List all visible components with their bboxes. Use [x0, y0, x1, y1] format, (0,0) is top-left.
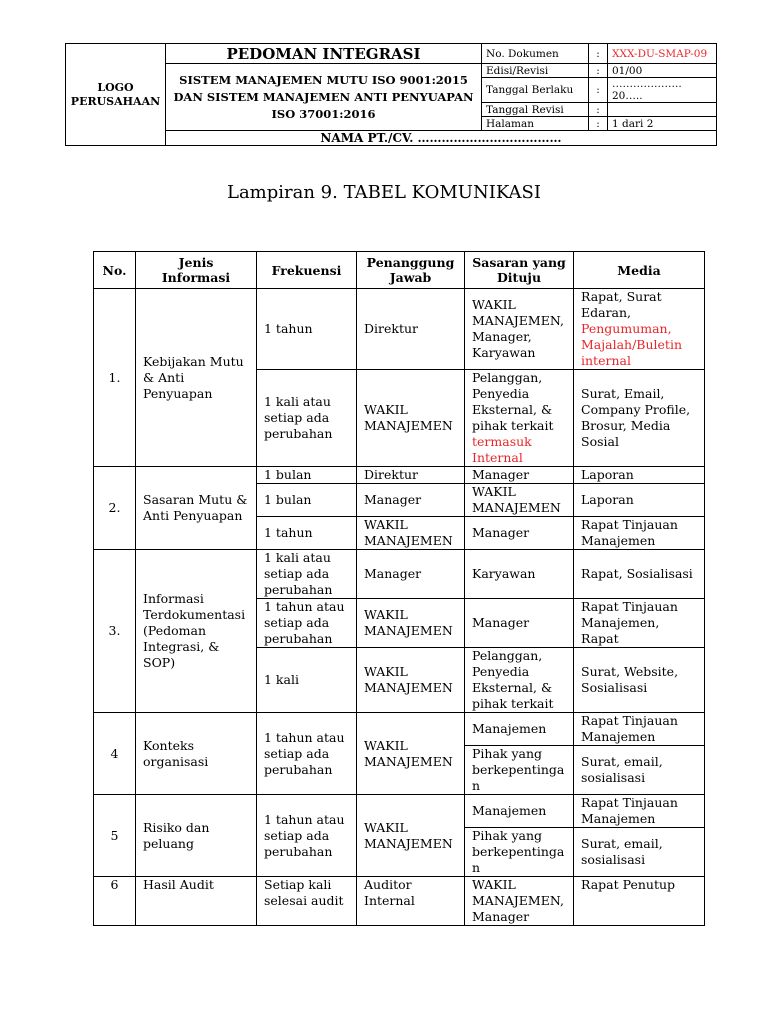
media-cell: Surat, email, sosialisasi [574, 746, 705, 795]
company-name: NAMA PT./CV. ……………………………… [166, 131, 717, 146]
penanggung-jawab-cell: WAKIL MANAJEMEN [357, 370, 465, 467]
meta-colon: : [589, 117, 608, 131]
penanggung-jawab-cell: WAKIL MANAJEMEN [357, 795, 465, 877]
frekuensi-cell: 1 kali atau setiap ada perubahan [257, 550, 357, 599]
jenis-informasi-cell: Sasaran Mutu & Anti Penyuapan [136, 467, 257, 550]
table-row [94, 877, 705, 926]
meta-colon: : [589, 64, 608, 78]
frekuensi-cell: 1 bulan [257, 484, 357, 517]
penanggung-jawab-cell: WAKIL MANAJEMEN [357, 648, 465, 713]
frekuensi-cell: Setiap kali selesai audit [257, 877, 357, 926]
frekuensi-cell: 1 tahun [257, 289, 357, 370]
meta-value-halaman: 1 dari 2 [608, 117, 717, 131]
frekuensi-cell: 1 tahun [257, 517, 357, 550]
sasaran-cell: Manager [465, 467, 574, 484]
column-header-jenis-informasi: Jenis Informasi [136, 252, 257, 289]
media-cell: Laporan [574, 484, 705, 517]
meta-colon: : [589, 78, 608, 103]
column-header-frekuensi: Frekuensi [257, 252, 357, 289]
media-cell: Rapat Penutup [574, 877, 705, 926]
sasaran-cell: Manager [465, 517, 574, 550]
frekuensi-cell: 1 bulan [257, 467, 357, 484]
document-title: PEDOMAN INTEGRASI [166, 44, 482, 64]
sasaran-text: Pelanggan, Penyedia Eksternal, & pihak terkait [472, 370, 554, 433]
sasaran-text-highlighted: termasuk Internal [472, 434, 532, 465]
jenis-informasi-cell: Hasil Audit [136, 877, 257, 926]
frekuensi-cell: 1 tahun atau setiap ada perubahan [257, 599, 357, 648]
media-cell: Rapat Tinjauan Manajemen [574, 795, 705, 828]
media-cell: Surat, Email, Company Profile, Brosur, Media Sosial [574, 370, 705, 467]
company-logo-placeholder [66, 44, 166, 146]
meta-value-no-dokumen: XXX-DU-SMAP-09 [608, 44, 717, 64]
sasaran-cell: Manager [465, 599, 574, 648]
row-number: 6 [94, 877, 136, 926]
table-row [94, 795, 705, 828]
meta-colon: : [589, 44, 608, 64]
row-number: 3. [94, 550, 136, 713]
row-number: 2. [94, 467, 136, 550]
management-system-title: SISTEM MANAJEMEN MUTU ISO 9001:2015 DAN SISTEM MANAJEMEN ANTI PENYUAPAN ISO 37001:2016 [166, 64, 482, 131]
media-text-highlighted: Pengumuman, Majalah/Buletin internal [581, 321, 682, 368]
frekuensi-cell: 1 kali [257, 648, 357, 713]
frekuensi-cell: 1 tahun atau setiap ada perubahan [257, 713, 357, 795]
penanggung-jawab-cell: WAKIL MANAJEMEN [357, 517, 465, 550]
media-cell: Surat, email, sosialisasi [574, 828, 705, 877]
media-cell: Laporan [574, 467, 705, 484]
meta-label-no-dokumen: No. Dokumen [482, 44, 589, 64]
jenis-informasi-cell: Informasi Terdokumentasi (Pedoman Integrasi, & SOP) [136, 550, 257, 713]
jenis-informasi-cell: Risiko dan peluang [136, 795, 257, 877]
logo-text: LOGO PERUSAHAAN [70, 80, 161, 108]
meta-label-tanggal-berlaku: Tanggal Berlaku [482, 78, 589, 103]
media-cell: Rapat Tinjauan Manajemen [574, 517, 705, 550]
row-number: 4 [94, 713, 136, 795]
row-number: 1. [94, 289, 136, 467]
sasaran-cell: Manajemen [465, 713, 574, 746]
meta-label-edisi-revisi: Edisi/Revisi [482, 64, 589, 78]
meta-colon: : [589, 103, 608, 117]
sasaran-cell: Manajemen [465, 795, 574, 828]
meta-label-tanggal-revisi: Tanggal Revisi [482, 103, 589, 117]
media-text: Rapat, Surat Edaran, [581, 289, 662, 320]
sasaran-cell: WAKIL MANAJEMEN, Manager [465, 877, 574, 926]
column-header-no: No. [94, 252, 136, 289]
penanggung-jawab-cell: WAKIL MANAJEMEN [357, 713, 465, 795]
media-cell: Surat, Website, Sosialisasi [574, 648, 705, 713]
sasaran-cell: Pihak yang berkepentinga n [465, 746, 574, 795]
media-cell: Rapat Tinjauan Manajemen, Rapat [574, 599, 705, 648]
penanggung-jawab-cell: Direktur [357, 289, 465, 370]
communication-table [93, 251, 705, 926]
row-number: 5 [94, 795, 136, 877]
penanggung-jawab-cell: Manager [357, 550, 465, 599]
frekuensi-cell: 1 kali atau setiap ada perubahan [257, 370, 357, 467]
sasaran-cell: WAKIL MANAJEMEN, Manager, Karyawan [465, 289, 574, 370]
sasaran-cell [465, 370, 574, 467]
column-header-media: Media [574, 252, 705, 289]
meta-value-tanggal-berlaku: ……………….. 20….. [608, 78, 717, 103]
document-header [65, 43, 717, 146]
penanggung-jawab-cell: Auditor Internal [357, 877, 465, 926]
sasaran-cell: Karyawan [465, 550, 574, 599]
penanggung-jawab-cell: Direktur [357, 467, 465, 484]
media-cell: Rapat Tinjauan Manajemen [574, 713, 705, 746]
sasaran-cell: Pelanggan, Penyedia Eksternal, & pihak terkait [465, 648, 574, 713]
penanggung-jawab-cell: Manager [357, 484, 465, 517]
jenis-informasi-cell: Konteks organisasi [136, 713, 257, 795]
media-cell [574, 289, 705, 370]
table-row [94, 467, 705, 484]
table-row [94, 289, 705, 370]
meta-label-halaman: Halaman [482, 117, 589, 131]
table-row [94, 713, 705, 746]
sasaran-cell: Pihak yang berkepentinga n [465, 828, 574, 877]
meta-value-edisi-revisi: 01/00 [608, 64, 717, 78]
table-header-row [94, 252, 705, 289]
frekuensi-cell: 1 tahun atau setiap ada perubahan [257, 795, 357, 877]
meta-value-tanggal-revisi [608, 103, 717, 117]
table-row [94, 550, 705, 599]
penanggung-jawab-cell: WAKIL MANAJEMEN [357, 599, 465, 648]
column-header-sasaran: Sasaran yang Dituju [465, 252, 574, 289]
column-header-penanggung-jawab: Penanggung Jawab [357, 252, 465, 289]
media-cell: Rapat, Sosialisasi [574, 550, 705, 599]
page-title: Lampiran 9. TABEL KOMUNIKASI [227, 182, 541, 203]
sasaran-cell: WAKIL MANAJEMEN [465, 484, 574, 517]
jenis-informasi-cell: Kebijakan Mutu & Anti Penyuapan [136, 289, 257, 467]
